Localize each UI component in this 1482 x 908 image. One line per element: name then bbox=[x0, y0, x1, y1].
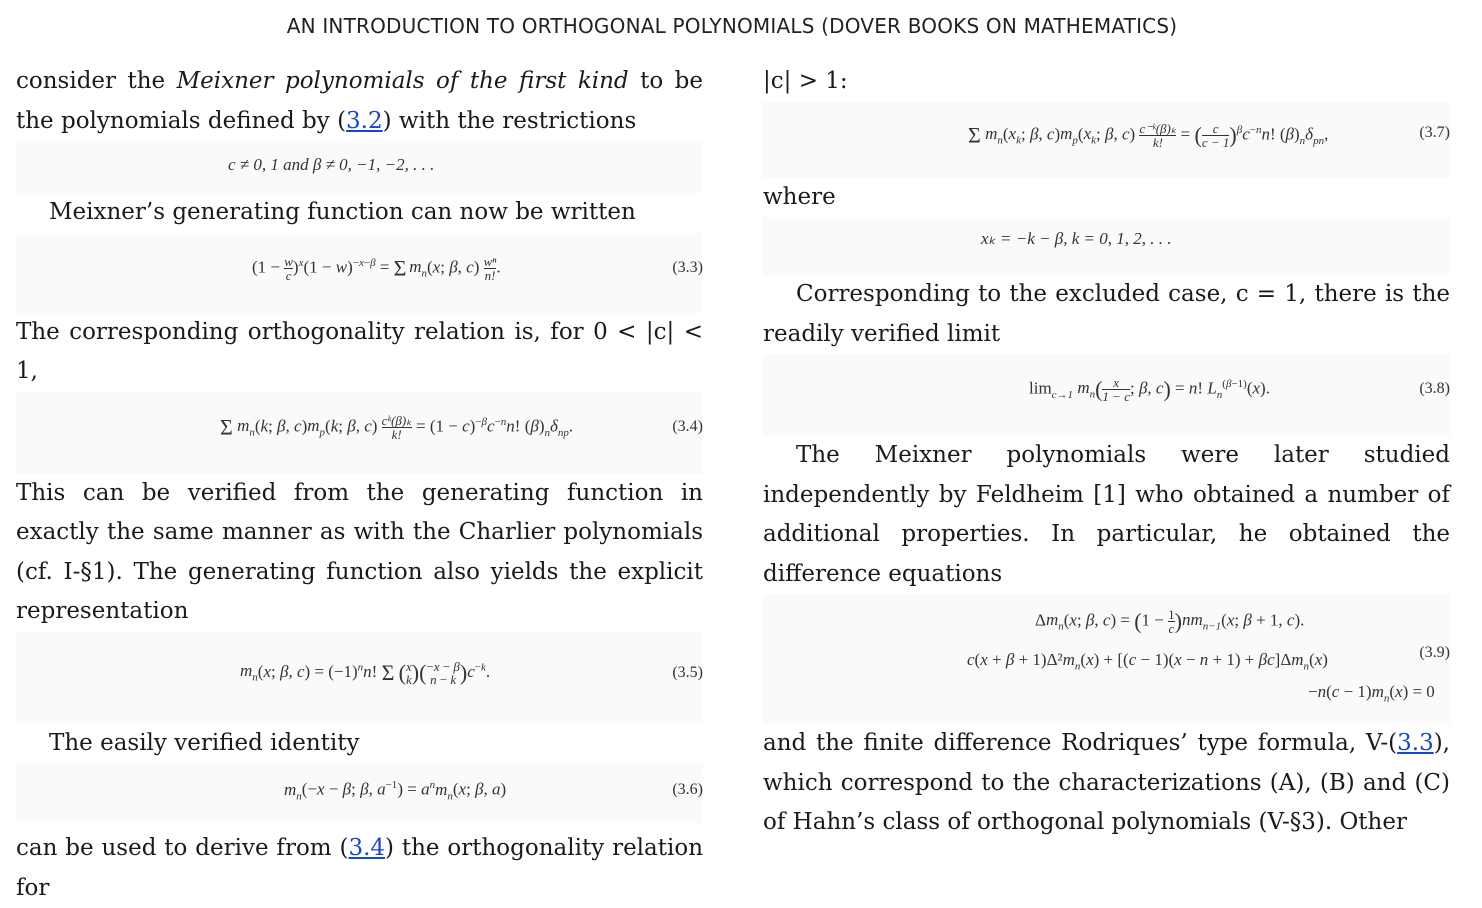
paragraph: Meixner’s generating function can now be written bbox=[49, 199, 636, 225]
paragraph: The corresponding orthogonality relation is, for 0 < |c| < 1, bbox=[16, 318, 703, 384]
equation-link-3-3[interactable]: 3.3 bbox=[1397, 730, 1434, 756]
equation-link-3-4[interactable]: 3.4 bbox=[348, 835, 386, 861]
equation-restrictions: c ≠ 0, 1 and β ≠ 0, −1, −2, . . . bbox=[16, 141, 703, 193]
paragraph: and the finite difference Rodriques’ type formula, V-(3.3), which correspond to the characterizations (A), (B) and (C) of Hahn’s class of orthogonal polynomials (V-§3). Other bbox=[763, 730, 1450, 835]
equation-3-8: $\lim_{c\to 1} m_n$( $\frac{x}{1 - c}$ ; β, c) = n! $L_n^{(\beta-1)}(x)$. (3.8) bbox=[763, 354, 1450, 436]
equation-3-7: Σ $m_n(x_k$; β, $c)m_p(x_k$; β, c) $\frac{\text{c⁻ᵏ(β)ₖ}}{k!}$ = ( $\frac{c}{c - 1}$ )$^\beta c^{-n}n$! $(\beta)_n\delta_{pn}$, (3.7) bbox=[763, 102, 1450, 178]
emphasis-term: Meixner polynomials of the first kind bbox=[176, 68, 629, 94]
paragraph: Corresponding to the excluded case, c = 1, there is the readily verified limit bbox=[763, 281, 1450, 347]
equation-link-3-2[interactable]: 3.2 bbox=[346, 107, 383, 134]
equation-3-6: $m_n(-x - \beta$; β, $a^{-1}) = a^nm_n(x$; β, a) (3.6) bbox=[16, 763, 703, 823]
equation-3-9: $\Delta m_n(x$; β, c) = (1 − $\frac{1}{c}$ )$nm_{n-1}(x$; β + 1, c). $c(x + \beta + 1)\Delta^2m_n(x) + [(c - 1)(x - n + 1) + \beta c]\Delta m_n(x)$ $-n(c - 1)m_n(x) = 0$ (3.9) bbox=[763, 594, 1450, 724]
paragraph: The Meixner polynomials were later studied independently by Feldheim [1] who obtained a number of additional properties. In particular, he obtained the difference equations bbox=[763, 442, 1450, 587]
paragraph: where bbox=[763, 183, 836, 210]
paragraph: can be used to derive from (3.4) the orthogonality relation for bbox=[16, 835, 704, 901]
equation-xk: xₖ = −k − β, k = 0, 1, 2, . . . bbox=[763, 217, 1450, 275]
paragraph: |c| > 1: bbox=[763, 68, 848, 94]
paragraph: The easily verified identity bbox=[49, 729, 360, 756]
book-title: AN INTRODUCTION TO ORTHOGONAL POLYNOMIALS (DOVER BOOKS ON MATHEMATICS) bbox=[286, 14, 1178, 38]
paragraph: This can be verified from the generating function in exactly the same manner as with the Charlier polynomials (cf. I-§1). The generating function also yields the explicit representation bbox=[16, 479, 703, 624]
right-column bbox=[763, 62, 1450, 843]
paragraph: consider the Meixner polynomials of the first kind to be the polynomials defined by (3.2) with the restrictions bbox=[16, 68, 703, 134]
equation-3-4: Σ $m_n(k$; β, $c)m_p(k$; β, c) $\frac{\text{cᵏ(β)ₖ}}{k!}$ = $(1 - c)^{-\beta}c^{-n}n$! $(\beta)_n\delta_{np}$. (3.4) bbox=[16, 392, 703, 474]
left-column bbox=[16, 62, 703, 908]
equation-3-3: (1 − $\frac{w}{c}$ )$^x(1 - w)^{-x-\beta} = \Sigma$ $m_n(x$; β, c) $\frac{\text{wⁿ}}{n!}$ . (3.3) bbox=[16, 233, 703, 313]
equation-3-5: $m_n(x$; β, $c) = (-1)^nn$! Σ ( x k )( −x − β n − k )$c^{-k}$. (3.5) bbox=[16, 632, 703, 724]
